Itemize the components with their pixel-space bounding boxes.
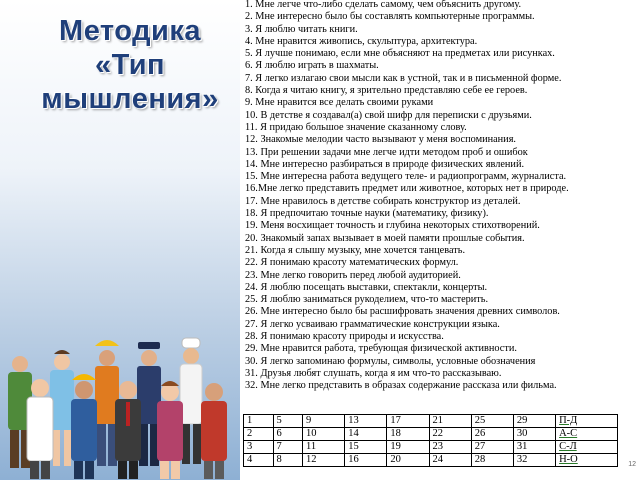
key-cell: 19	[387, 441, 429, 454]
question-item: 8. Когда я читаю книгу, я зрительно представляю себе ее героев.	[245, 85, 528, 97]
title-line-2: «Тип	[94, 49, 166, 81]
page-number: 12	[628, 461, 636, 468]
question-item: 25. Я люблю заниматься рукоделием, что-то мастерить.	[245, 294, 489, 306]
slide-title	[20, 14, 240, 116]
key-cell: 20	[387, 454, 429, 467]
person-builder	[71, 374, 97, 479]
professions-illustration	[0, 318, 240, 480]
key-cell: 14	[345, 428, 387, 441]
question-item: 4. Мне нравится живопись, скульптура, архитектура.	[245, 35, 478, 47]
question-item: 22. Я понимаю красоту математических формул.	[245, 257, 459, 269]
question-item: 28. Я понимаю красоту природы и искусства.	[245, 331, 444, 343]
key-cell: 7	[273, 441, 303, 454]
person-mechanic	[201, 383, 227, 479]
key-row	[244, 428, 618, 441]
key-cell: 1	[244, 415, 274, 428]
key-cell: 8	[273, 454, 303, 467]
key-group-label: А-С	[556, 428, 618, 441]
key-cell: 22	[429, 428, 471, 441]
title-line-1: Методика	[59, 15, 201, 47]
key-row	[244, 415, 618, 428]
question-item: 6. Я люблю играть в шахматы.	[245, 60, 379, 72]
question-item: 26. Мне интересно было бы расшифровать значения древних символов.	[245, 306, 560, 318]
question-item: 18. Я предпочитаю точные науки (математику, физику).	[245, 208, 489, 220]
question-item: 19. Меня восхищает точность и глубина некоторых стихотворений.	[245, 220, 540, 232]
question-item: 20. Знакомый запах вызывает в моей памяти прошлые события.	[245, 232, 525, 244]
key-cell: 24	[429, 454, 471, 467]
questions-list	[245, 0, 637, 393]
question-item: 32. Мне легко представить в образах содержание рассказа или фильма.	[245, 380, 557, 392]
question-item: 16.Мне легко представить предмет или животное, которых нет в природе.	[245, 183, 569, 195]
question-item: 15. Мне интересна работа ведущего теле- и радиопрограмм, журналиста.	[245, 171, 567, 183]
key-group-label: С-Л	[556, 441, 618, 454]
key-cell: 9	[303, 415, 345, 428]
question-item: 13. При решении задачи мне легче идти методом проб и ошибок	[245, 146, 528, 158]
question-item: 24. Я люблю посещать выставки, спектакли, концерты.	[245, 281, 488, 293]
question-item: 17. Мне нравилось в детстве собирать конструктор из деталей.	[245, 195, 521, 207]
question-item: 21. Когда я слышу музыку, мне хочется танцевать.	[245, 244, 466, 256]
question-item: 5. Я лучше понимаю, если мне объясняют на предметах или рисунках.	[245, 48, 555, 60]
key-cell: 15	[345, 441, 387, 454]
question-item: 29. Мне нравится работа, требующая физической активности.	[245, 343, 517, 355]
key-cell: 23	[429, 441, 471, 454]
key-cell: 4	[244, 454, 274, 467]
key-cell: 30	[513, 428, 555, 441]
key-cell: 21	[429, 415, 471, 428]
question-item: 1. Мне легче что-либо сделать самому, чем объяснить другому.	[245, 0, 522, 10]
key-cell: 29	[513, 415, 555, 428]
key-cell: 31	[513, 441, 555, 454]
answer-key-table	[243, 414, 618, 467]
key-cell: 25	[471, 415, 513, 428]
key-cell: 6	[273, 428, 303, 441]
key-cell: 2	[244, 428, 274, 441]
person-cook	[180, 338, 202, 464]
key-row	[244, 454, 618, 467]
key-group-label: Н-О	[556, 454, 618, 467]
key-group-label: П-Д	[556, 415, 618, 428]
key-cell: 11	[303, 441, 345, 454]
question-item: 3. Я люблю читать книги.	[245, 23, 358, 35]
key-cell: 5	[273, 415, 303, 428]
key-cell: 12	[303, 454, 345, 467]
question-item: 9. Мне нравится все делать своими руками	[245, 97, 434, 109]
key-cell: 18	[387, 428, 429, 441]
question-item: 14. Мне интересно разбираться в природе физических явлений.	[245, 158, 525, 170]
title-line-3: мышления»	[41, 83, 219, 115]
question-item: 27. Я легко усваиваю грамматические конструкции языка.	[245, 318, 500, 330]
question-item: 30. Я легко запоминаю формулы, символы, условные обозначения	[245, 355, 536, 367]
key-cell: 10	[303, 428, 345, 441]
question-item: 2. Мне интересно было бы составлять компьютерные программы.	[245, 11, 535, 23]
key-row	[244, 441, 618, 454]
key-cell: 27	[471, 441, 513, 454]
key-cell: 17	[387, 415, 429, 428]
key-cell: 28	[471, 454, 513, 467]
person-nurse	[50, 350, 74, 466]
question-item: 11. Я придаю большое значение сказанному слову.	[245, 121, 467, 133]
key-cell: 3	[244, 441, 274, 454]
key-cell: 13	[345, 415, 387, 428]
question-item: 12. Знакомые мелодии часто вызывают у меня воспоминания.	[245, 134, 517, 146]
key-cell: 32	[513, 454, 555, 467]
key-cell: 16	[345, 454, 387, 467]
question-item: 23. Мне легко говорить перед любой аудиторией.	[245, 269, 461, 281]
question-item: 7. Я легко излагаю свои мысли как в устной, так и в письменной форме.	[245, 72, 562, 84]
question-item: 10. В детстве я создавал(а) свой шифр для переписки с друзьями.	[245, 109, 532, 121]
question-item: 31. Друзья любят слушать, когда я им что-то рассказываю.	[245, 367, 502, 379]
key-cell: 26	[471, 428, 513, 441]
